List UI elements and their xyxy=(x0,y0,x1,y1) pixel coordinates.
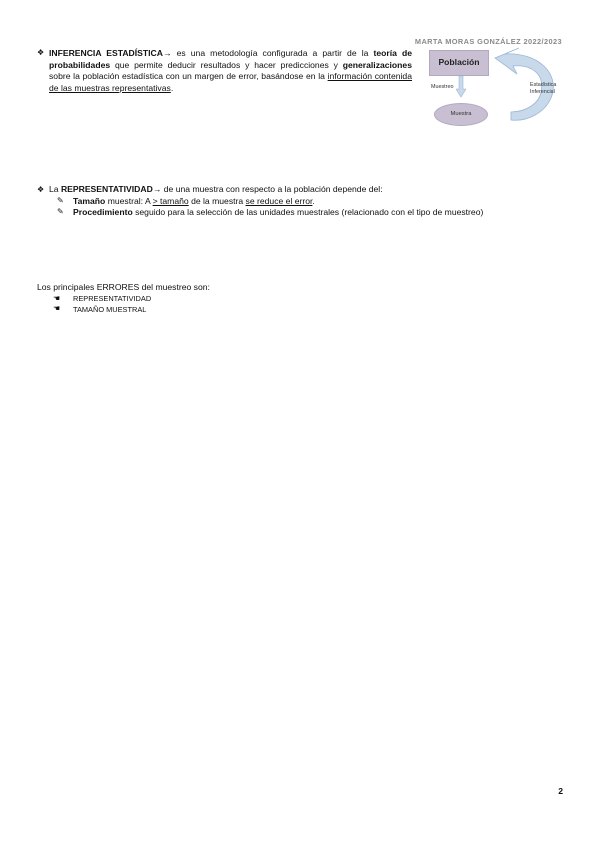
sampling-down-arrow-icon xyxy=(456,76,466,98)
bold-term-probability: teoría de probabilidades xyxy=(49,48,412,70)
bold-term-generalizations: generalizaciones xyxy=(342,59,412,70)
text-fragment: muestral: A xyxy=(105,195,153,206)
text-fragment: . xyxy=(170,82,174,93)
pointing-hand-icon: ☚ xyxy=(53,293,61,303)
representativeness-section xyxy=(37,184,567,219)
list-item xyxy=(37,294,210,305)
diamond-bullet-icon: ❖ xyxy=(37,185,45,194)
inference-definition-paragraph xyxy=(37,48,418,94)
text-fragment: de la muestra xyxy=(188,195,246,206)
list-item-text xyxy=(73,196,315,208)
list-item xyxy=(37,207,567,219)
list-item-text xyxy=(73,207,483,219)
representativeness-line xyxy=(37,184,567,196)
sampling-errors-intro: Los principales ERRORES del muestreo son: xyxy=(37,282,210,292)
arrow-icon: → xyxy=(152,184,162,194)
diamond-bullet-icon: ❖ xyxy=(37,48,45,57)
underlined-phrase: > tamaño xyxy=(152,195,189,206)
text-fragment: La xyxy=(49,184,61,194)
list-item xyxy=(37,196,567,208)
sample-ellipse: Muestra xyxy=(434,103,488,126)
arrow-icon: → xyxy=(162,48,172,58)
pencil-bullet-icon: ✎ xyxy=(57,195,64,205)
population-box: Población xyxy=(429,50,489,76)
pointing-hand-icon: ☚ xyxy=(53,304,61,314)
bold-term-procedure: Procedimiento xyxy=(73,207,133,218)
underlined-phrase: se reduce el error xyxy=(245,195,313,206)
inference-diagram xyxy=(423,46,568,126)
representativeness-term: REPRESENTATIVIDAD xyxy=(60,184,153,194)
text-fragment: que permite deducir resultados y hacer predicciones y xyxy=(110,59,343,70)
page-number: 2 xyxy=(558,786,563,796)
text-fragment: . xyxy=(312,195,315,206)
list-item-label: TAMAÑO MUESTRAL xyxy=(73,304,147,314)
list-item xyxy=(37,304,210,315)
bold-term-size: Tamaño xyxy=(73,195,106,206)
text-fragment: es una metodología configurada a partir de la xyxy=(171,48,374,58)
label-line: Estadística xyxy=(530,82,557,88)
sampling-errors-section xyxy=(37,282,210,315)
inference-definition-text xyxy=(49,48,412,94)
text-fragment: sobre la población estadística con un margen de error, basándose en la xyxy=(49,71,328,82)
pencil-bullet-icon: ✎ xyxy=(57,207,64,217)
page-header-author: MARTA MORAS GONZÁLEZ 2022/2023 xyxy=(414,37,562,46)
list-item-label: REPRESENTATIVIDAD xyxy=(73,294,152,303)
text-fragment: seguido para la selección de las unidades muestrales (relacionado con el tipo de muestreo) xyxy=(132,207,484,218)
inferential-statistics-label xyxy=(530,82,556,96)
underlined-phrase: información contenida de las muestras representativas xyxy=(49,71,412,93)
sampling-label: Muestreo xyxy=(431,84,454,90)
inference-term: INFERENCIA ESTADÍSTICA xyxy=(49,48,163,58)
label-line: Inferencial xyxy=(530,89,555,96)
text-fragment: de una muestra con respecto a la población depende del: xyxy=(161,184,383,194)
